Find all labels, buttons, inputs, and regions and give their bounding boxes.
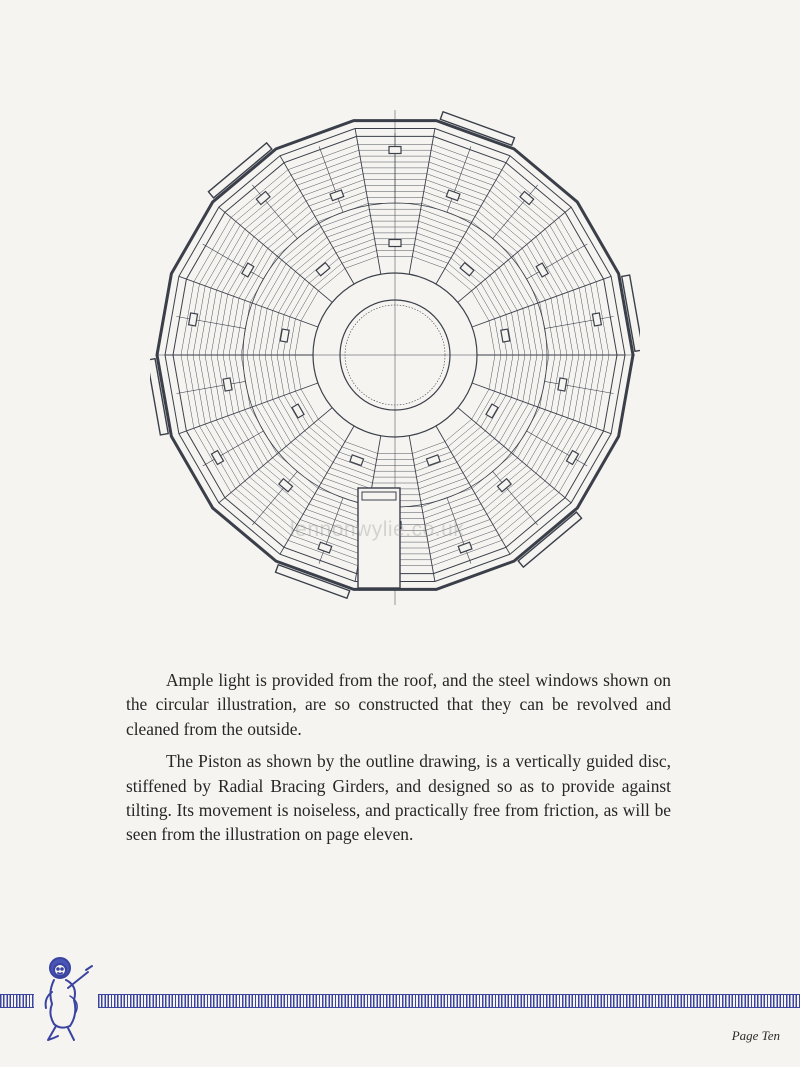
- roof-window: [389, 147, 401, 154]
- sprite-mascot-icon: [38, 952, 96, 1044]
- roof-window: [318, 542, 332, 553]
- roof-window: [460, 263, 474, 276]
- roof-window: [350, 455, 364, 466]
- paragraph-1: Ample light is provided from the roof, and the steel windows shown on the circular illustration, are so constructed that they can be revolved and cleaned from the outside.: [126, 670, 671, 739]
- roof-window: [389, 240, 401, 247]
- radial-girder: [179, 276, 318, 327]
- footer-rule-left: [0, 994, 34, 1008]
- roof-window: [446, 190, 460, 201]
- roof-window: [316, 263, 330, 276]
- roof-window: [280, 329, 289, 342]
- roof-window: [426, 455, 440, 466]
- roof-window: [486, 404, 498, 418]
- louvre-panel: [440, 112, 514, 146]
- roof-window: [330, 190, 344, 201]
- roof-window: [189, 313, 198, 326]
- roof-window: [223, 378, 232, 391]
- roof-window: [292, 404, 304, 418]
- page-number: Page Ten: [731, 1028, 780, 1043]
- roof-window: [501, 329, 510, 342]
- louvre-panel: [276, 565, 350, 599]
- paragraph-2: The Piston as shown by the outline drawing, is a vertically guided disc, stiffened by Radial Bracing Girders, and designed so as to provide against tilting. Its movement is noiseless, and practically free from friction, as will be seen from the illustration on page eleven.: [126, 751, 671, 845]
- secondary-girder: [447, 146, 471, 212]
- roof-window: [558, 378, 567, 391]
- roof-window: [458, 542, 472, 553]
- secondary-girder: [493, 185, 538, 239]
- watermark: lennonwylie.co.uk: [290, 518, 465, 541]
- roof-window: [592, 313, 601, 326]
- roof-window: [520, 191, 534, 204]
- radial-girder: [472, 276, 611, 327]
- roof-window: [242, 263, 254, 277]
- roof-window: [536, 263, 548, 277]
- roof-window: [256, 191, 270, 204]
- secondary-girder: [252, 185, 297, 239]
- secondary-girder: [319, 146, 343, 212]
- body-text: [126, 668, 671, 855]
- footer-rule-right: [98, 994, 800, 1008]
